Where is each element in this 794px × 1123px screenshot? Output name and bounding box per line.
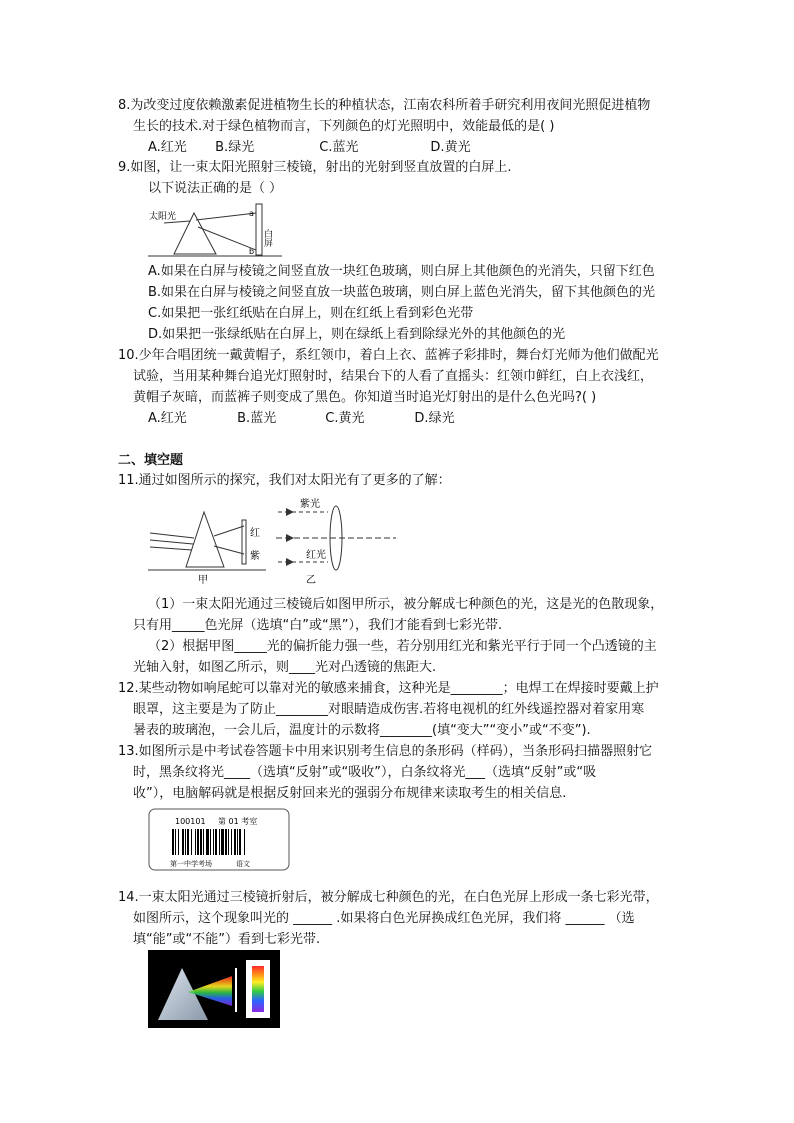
q9-ray-a: [196, 213, 256, 220]
q14-prism-photo: [148, 950, 280, 1028]
q10-line2: 试验，当用某种舞台追光灯照射时，结果台下的人看了直摇头：红领巾鲜红，白上衣浅红，: [133, 369, 654, 384]
barcode-bar: [195, 829, 196, 855]
q8-options: [148, 138, 471, 158]
q9-option-b: B.如果在白屏与棱镜之间竖直放一块蓝色玻璃，则白屏上蓝色光消失，留下其他颜色的光: [148, 285, 656, 300]
q11-p1a: （1）一束太阳光通过三棱镜后如图甲所示，被分解成七种颜色的光，这是光的色散现象，: [148, 597, 664, 612]
q10-option-d: D.绿光: [414, 411, 455, 426]
barcode-bar: [221, 829, 224, 855]
q8-option-c: C.蓝光: [319, 140, 359, 155]
q9-option-d: D.如果把一张绿纸贴在白屏上，则在绿纸上看到除绿光外的其他颜色的光: [148, 327, 566, 342]
q13-barcode-bars: [172, 829, 245, 855]
q11-yi-red-label: 红光: [306, 550, 326, 561]
barcode-bar: [210, 829, 211, 855]
q11-yi-arrow3: [286, 558, 294, 566]
q11-yi-caption: 乙: [306, 575, 316, 586]
barcode-bar: [239, 829, 241, 855]
q10-line3: 黄帽子灰暗，而蓝裤子则变成了黑色。你知道当时追光灯射出的是什么色光吗?( ): [133, 390, 597, 405]
barcode-bar: [225, 829, 227, 855]
q12-line2: 眼罩，这主要是为了防止________对眼睛造成伤害.若将电视机的红外线遥控器对着家用寒: [133, 702, 645, 717]
q13-subject: 语文: [236, 860, 250, 868]
barcode-bar: [237, 829, 238, 855]
q11-jia-ray2: [150, 540, 193, 544]
q9-line1: 9.如图，让一束太阳光照射三棱镜，射出的光射到竖直放置的白屏上.: [118, 160, 512, 175]
q13-line2: 时，黑条纹将光____（选填“反射”或“吸收”），白条纹将光___（选填“反射”或“吸: [133, 765, 597, 780]
q8-option-a: A.红光: [148, 140, 187, 155]
q12-line3: 暑表的玻璃泡，一会儿后，温度计的示数将________(填“变大”“变小”或“不变”).: [133, 723, 591, 738]
q8-line2: 生长的技术.对于绿色植物而言，下列颜色的灯光照明中，效能最低的是( ): [133, 119, 555, 134]
q14-line2: 如图所示，这个现象叫光的 ______ .如果将白色光屏换成红色光屏，我们将 ______ （选: [133, 911, 635, 926]
q13-school: 第一中学考场: [170, 860, 212, 868]
q11-jia-ray1: [150, 533, 194, 538]
q10-option-a: A.红光: [148, 411, 187, 426]
q10-options: [148, 409, 455, 429]
q13-barcode-figure: [148, 808, 290, 871]
q11-jia-caption: 甲: [198, 575, 208, 586]
q10-option-b: B.蓝光: [237, 411, 277, 426]
q14-spectrum-band: [252, 966, 264, 1012]
q13-line3: 收”），电脑解码就是根据反射回来光的强弱分布规律来读取考生的相关信息.: [133, 786, 567, 801]
barcode-bar: [244, 829, 245, 855]
section-heading: 二、填空题: [118, 453, 184, 468]
barcode-bar: [191, 829, 192, 855]
barcode-bar: [231, 829, 232, 855]
q11-jia-prism: [186, 512, 224, 567]
q12-line1: 12.某些动物如响尾蛇可以靠对光的敏感来捕食，这种光是________；电焊工在焊接时要戴上护: [118, 681, 659, 696]
q11-yi-arrow1: [286, 508, 294, 516]
q8-option-d: D.黄光: [430, 140, 471, 155]
q11-yi-purple-label: 紫光: [300, 499, 320, 510]
q9-prism-figure: [146, 199, 284, 257]
q11-p1b: 只有用_____色光屏（选填“白”或“黑”），我们才能看到七彩光带.: [133, 618, 503, 633]
q11-jia-ray3: [150, 547, 192, 550]
barcode-bar: [182, 829, 184, 855]
q11-line1: 11.通过如图所示的探究，我们对太阳光有了更多的了解：: [118, 473, 451, 488]
q9-label-b: b: [249, 247, 255, 256]
barcode-bar: [213, 829, 214, 855]
q8-line1: 8.为改变过度依赖激素促进植物生长的种植状态，江南农科所着手研究利用夜间光照促进植物: [118, 98, 651, 113]
barcode-bar: [203, 829, 204, 855]
q11-yi-arrow2: [286, 534, 294, 542]
q11-figure: [146, 496, 402, 586]
barcode-bar: [175, 829, 176, 855]
barcode-bar: [206, 829, 209, 855]
q11-jia-out1: [214, 526, 244, 536]
q13-room: 第 01 考室: [218, 817, 258, 826]
q9-option-a: A.如果在白屏与棱镜之间竖直放一块红色玻璃，则白屏上其他颜色的光消失，只留下红色: [148, 264, 655, 279]
barcode-bar: [219, 829, 220, 855]
q9-option-c: C.如果把一张红纸贴在白屏上，则在红纸上看到彩色光带: [148, 306, 474, 321]
q11-p2b: 光轴入射，如图乙所示，则____光对凸透镜的焦距大.: [133, 660, 437, 675]
barcode-bar: [187, 829, 189, 855]
q9-prism: [174, 213, 216, 254]
q10-option-c: C.黄光: [325, 411, 365, 426]
q14-line1: 14.一束太阳光通过三棱镜折射后，被分解成七种颜色的光，在白色光屏上形成一条七彩光带，: [118, 890, 659, 905]
q9-label-a: a: [249, 209, 254, 218]
q9-ray-b: [198, 227, 256, 250]
q10-line1: 10.少年合唱团统一戴黄帽子，系红领巾，着白上衣、蓝裤子彩排时，舞台灯光师为他们做配光: [118, 348, 659, 363]
q9-screen-label: 白屏: [262, 229, 272, 247]
q13-code: 100101: [175, 817, 206, 826]
barcode-bar: [172, 829, 174, 855]
barcode-bar: [234, 829, 236, 855]
barcode-bar: [215, 829, 217, 855]
q9-sun-label: 太阳光: [149, 212, 177, 222]
barcode-bar: [228, 829, 229, 855]
q11-p2a: （2）根据甲图_____光的偏折能力强一些，若分别用红光和紫光平行于同一个凸透镜的主: [148, 639, 657, 654]
q8-option-b: B.绿光: [215, 140, 255, 155]
q11-jia-red-label: 红: [250, 528, 260, 539]
barcode-bar: [200, 829, 202, 855]
barcode-bar: [185, 829, 186, 855]
barcode-bar: [178, 829, 179, 855]
q14-line3: 填“能”或“不能”）看到七彩光带.: [133, 932, 321, 947]
q9-line2: 以下说法正确的是（ ）: [148, 181, 283, 196]
q11-jia-purple-label: 紫: [250, 551, 260, 562]
barcode-bar: [197, 829, 199, 855]
q13-line1: 13.如图所示是中考试卷答题卡中用来识别考生信息的条形码（样码），当条形码扫描器照射它: [118, 744, 653, 759]
